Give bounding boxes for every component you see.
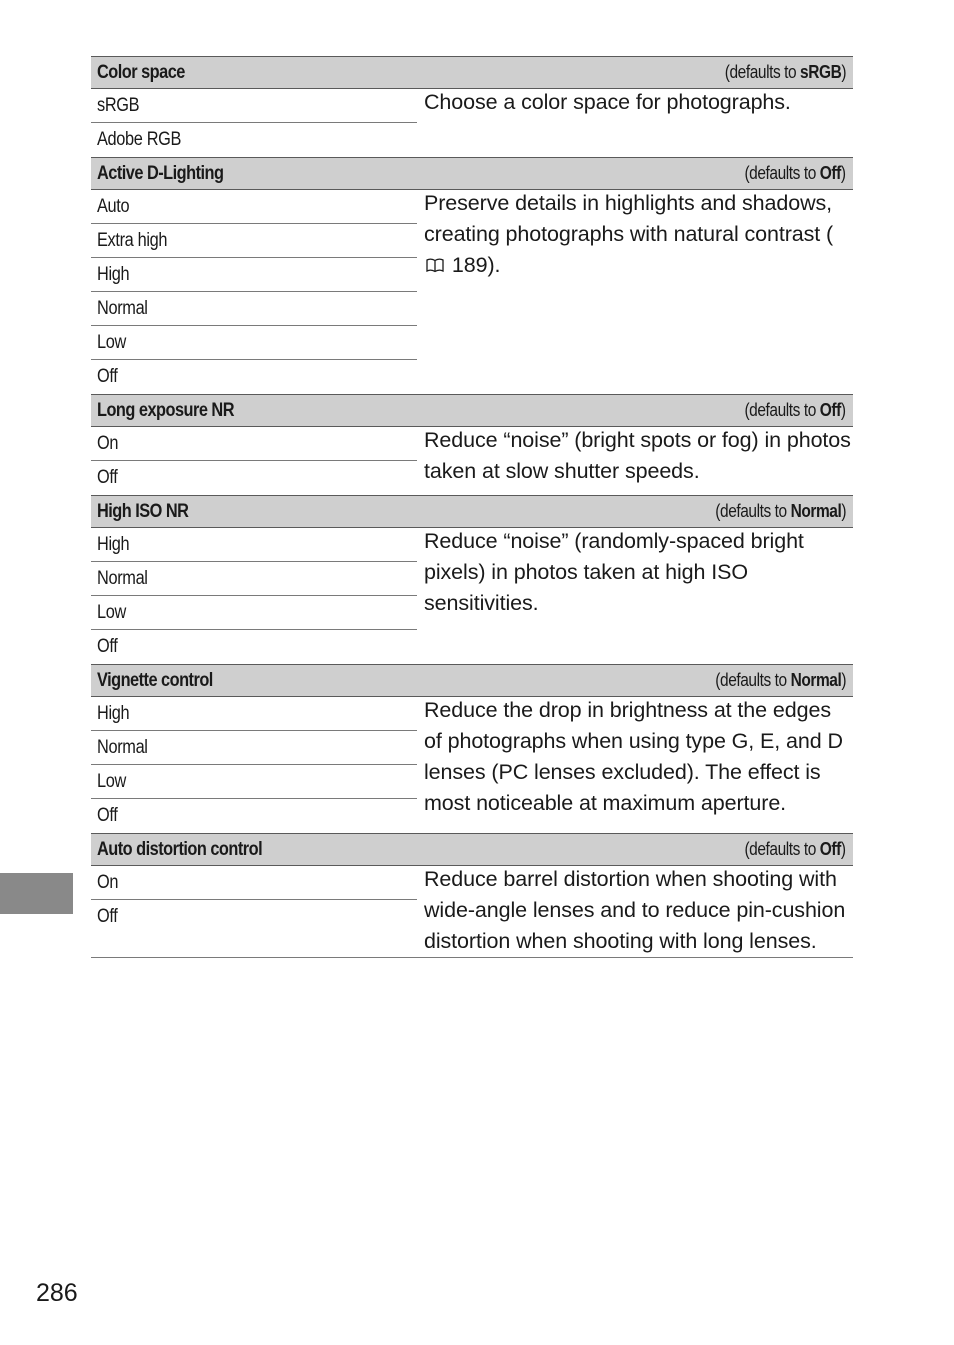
option-label: Off [97, 636, 118, 657]
section-body [91, 528, 853, 664]
option-label: Off [97, 906, 118, 927]
default-prefix: (defaults to [724, 62, 800, 82]
option-row [91, 461, 417, 495]
default-value-note [715, 501, 846, 522]
option-label: Off [97, 467, 118, 488]
section-vignette-control [91, 664, 853, 833]
option-row [91, 562, 417, 596]
section-description: Reduce the drop in brightness at the edges of photographs when using type G, E, and D lenses (PC lenses excluded). The effect is most noticeable at maximum aperture. [424, 698, 843, 815]
option-label: High [97, 263, 130, 285]
option-label: Low [97, 331, 126, 353]
section-auto-distortion-control [91, 833, 853, 958]
option-list [91, 190, 417, 394]
settings-table [91, 56, 853, 958]
section-title: High ISO NR [97, 500, 189, 522]
option-label: Off [97, 366, 118, 387]
option-label: Extra high [97, 229, 168, 251]
option-row [91, 360, 417, 394]
default-value-note [725, 62, 846, 83]
default-value: Normal [790, 670, 842, 690]
default-prefix: (defaults to [744, 400, 821, 420]
book-reference-icon [426, 258, 444, 273]
section-long-exposure-nr [91, 394, 853, 495]
option-label: Auto [97, 195, 130, 217]
option-row [91, 731, 417, 765]
default-suffix: ) [841, 501, 846, 521]
default-suffix: ) [841, 62, 846, 82]
default-suffix: ) [841, 163, 846, 183]
section-description: Preserve details in highlights and shadows, creating photographs with natural contrast ( 189). [424, 191, 834, 277]
section-description: Reduce “noise” (randomly-spaced bright pixels) in photos taken at high ISO sensitivities. [424, 529, 804, 615]
section-high-iso-nr [91, 495, 853, 664]
option-label: High [97, 533, 130, 555]
section-active-d-lighting [91, 157, 853, 394]
default-suffix: ) [841, 400, 846, 420]
option-list [91, 528, 417, 664]
section-body [91, 697, 853, 833]
option-row [91, 89, 417, 123]
option-list [91, 697, 417, 833]
section-title: Active D-Lighting [97, 162, 224, 184]
option-row [91, 799, 417, 833]
default-value: Off [820, 163, 842, 183]
option-row [91, 630, 417, 664]
default-value-note [745, 839, 846, 860]
section-header [91, 394, 853, 427]
option-label: sRGB [97, 94, 140, 116]
option-list [91, 427, 417, 495]
section-description: Choose a color space for photographs. [424, 90, 791, 114]
option-row [91, 224, 417, 258]
option-label: High [97, 702, 130, 724]
option-label: Low [97, 601, 126, 623]
default-value: sRGB [799, 62, 842, 82]
section-header [91, 56, 853, 89]
section-description: Reduce “noise” (bright spots or fog) in photos taken at slow shutter speeds. [424, 428, 851, 483]
option-label: Normal [97, 567, 148, 589]
option-row [91, 528, 417, 562]
page-number: 286 [36, 1279, 78, 1307]
section-header [91, 495, 853, 528]
default-value-note [745, 400, 846, 421]
section-body [91, 866, 853, 957]
default-suffix: ) [841, 670, 846, 690]
section-body [91, 190, 853, 394]
option-label: Off [97, 805, 118, 826]
option-row [91, 697, 417, 731]
default-value: Normal [790, 501, 842, 521]
option-label: Normal [97, 736, 148, 758]
option-label: On [97, 432, 119, 454]
option-row [91, 427, 417, 461]
section-title: Color space [97, 61, 185, 83]
option-label: Normal [97, 297, 148, 319]
default-suffix: ) [841, 839, 846, 859]
option-row [91, 123, 417, 157]
option-label: Adobe RGB [97, 129, 182, 150]
option-label: On [97, 871, 119, 893]
default-prefix: (defaults to [715, 670, 791, 690]
chapter-tab-marker [0, 873, 73, 914]
default-prefix: (defaults to [715, 501, 791, 521]
section-title: Vignette control [97, 669, 213, 691]
section-color-space [91, 56, 853, 157]
section-description: Reduce barrel distortion when shooting with wide-angle lenses and to reduce pin-cushion distortion when shooting with long lenses. [424, 867, 846, 953]
option-row [91, 190, 417, 224]
option-row [91, 596, 417, 630]
section-body [91, 427, 853, 495]
option-label: Low [97, 770, 126, 792]
default-value-note [715, 670, 846, 691]
default-value: Off [820, 839, 842, 859]
section-title: Long exposure NR [97, 399, 235, 421]
section-header [91, 664, 853, 697]
default-value-note [745, 163, 846, 184]
default-prefix: (defaults to [744, 839, 821, 859]
section-title: Auto distortion control [97, 838, 263, 860]
section-body [91, 89, 853, 157]
option-list [91, 89, 417, 157]
section-header [91, 833, 853, 866]
option-row [91, 258, 417, 292]
option-row [91, 326, 417, 360]
option-row [91, 292, 417, 326]
option-row [91, 866, 417, 900]
default-prefix: (defaults to [744, 163, 821, 183]
default-value: Off [820, 400, 842, 420]
option-row [91, 900, 417, 934]
option-row [91, 765, 417, 799]
section-header [91, 157, 853, 190]
option-list [91, 866, 417, 957]
